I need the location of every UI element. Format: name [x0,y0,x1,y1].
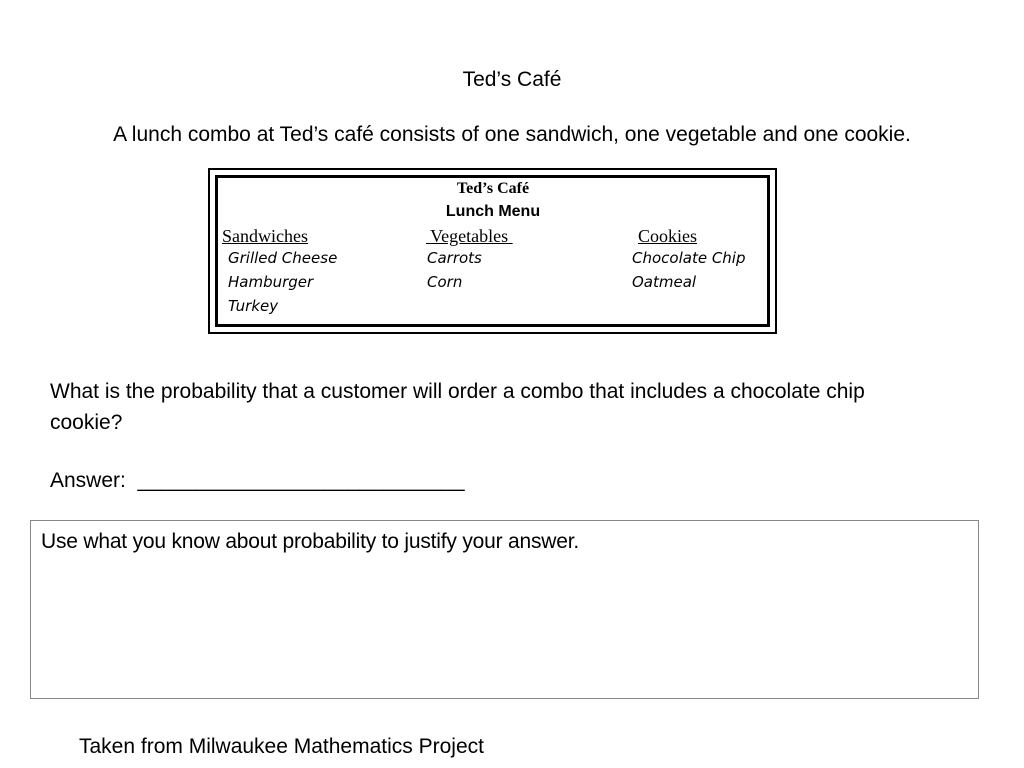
menu-heading-cookies: Cookies [638,226,698,246]
justify-prompt: Use what you know about probability to justify your answer. [41,530,579,553]
menu-item-corn: Corn [427,273,463,291]
menu-item-turkey: Turkey [228,297,279,315]
menu-heading-sandwiches: Sandwiches [222,226,308,246]
menu-title: Ted’s Café [456,180,530,197]
answer-line[interactable]: Answer: ____________________________ [50,469,465,492]
menu-item-hamburger: Hamburger [228,273,314,291]
question-text: What is the probability that a customer will order a combo that includes a chocolate chip cookie? [50,380,865,434]
menu-subtitle: Lunch Menu [445,203,541,220]
page-title: Ted’s Café [462,68,562,91]
menu-heading-vegetables: Vegetables [426,226,513,246]
intro-text: A lunch combo at Ted’s café consists of one sandwich, one vegetable and one cookie. [113,123,911,146]
menu-item-carrots: Carrots [427,249,482,267]
menu-item-grilled-cheese: Grilled Cheese [228,249,338,267]
menu-item-oatmeal: Oatmeal [632,273,697,291]
menu-item-chocolate-chip: Chocolate Chip [632,249,746,267]
source-credit: Taken from Milwaukee Mathematics Project [79,735,484,758]
